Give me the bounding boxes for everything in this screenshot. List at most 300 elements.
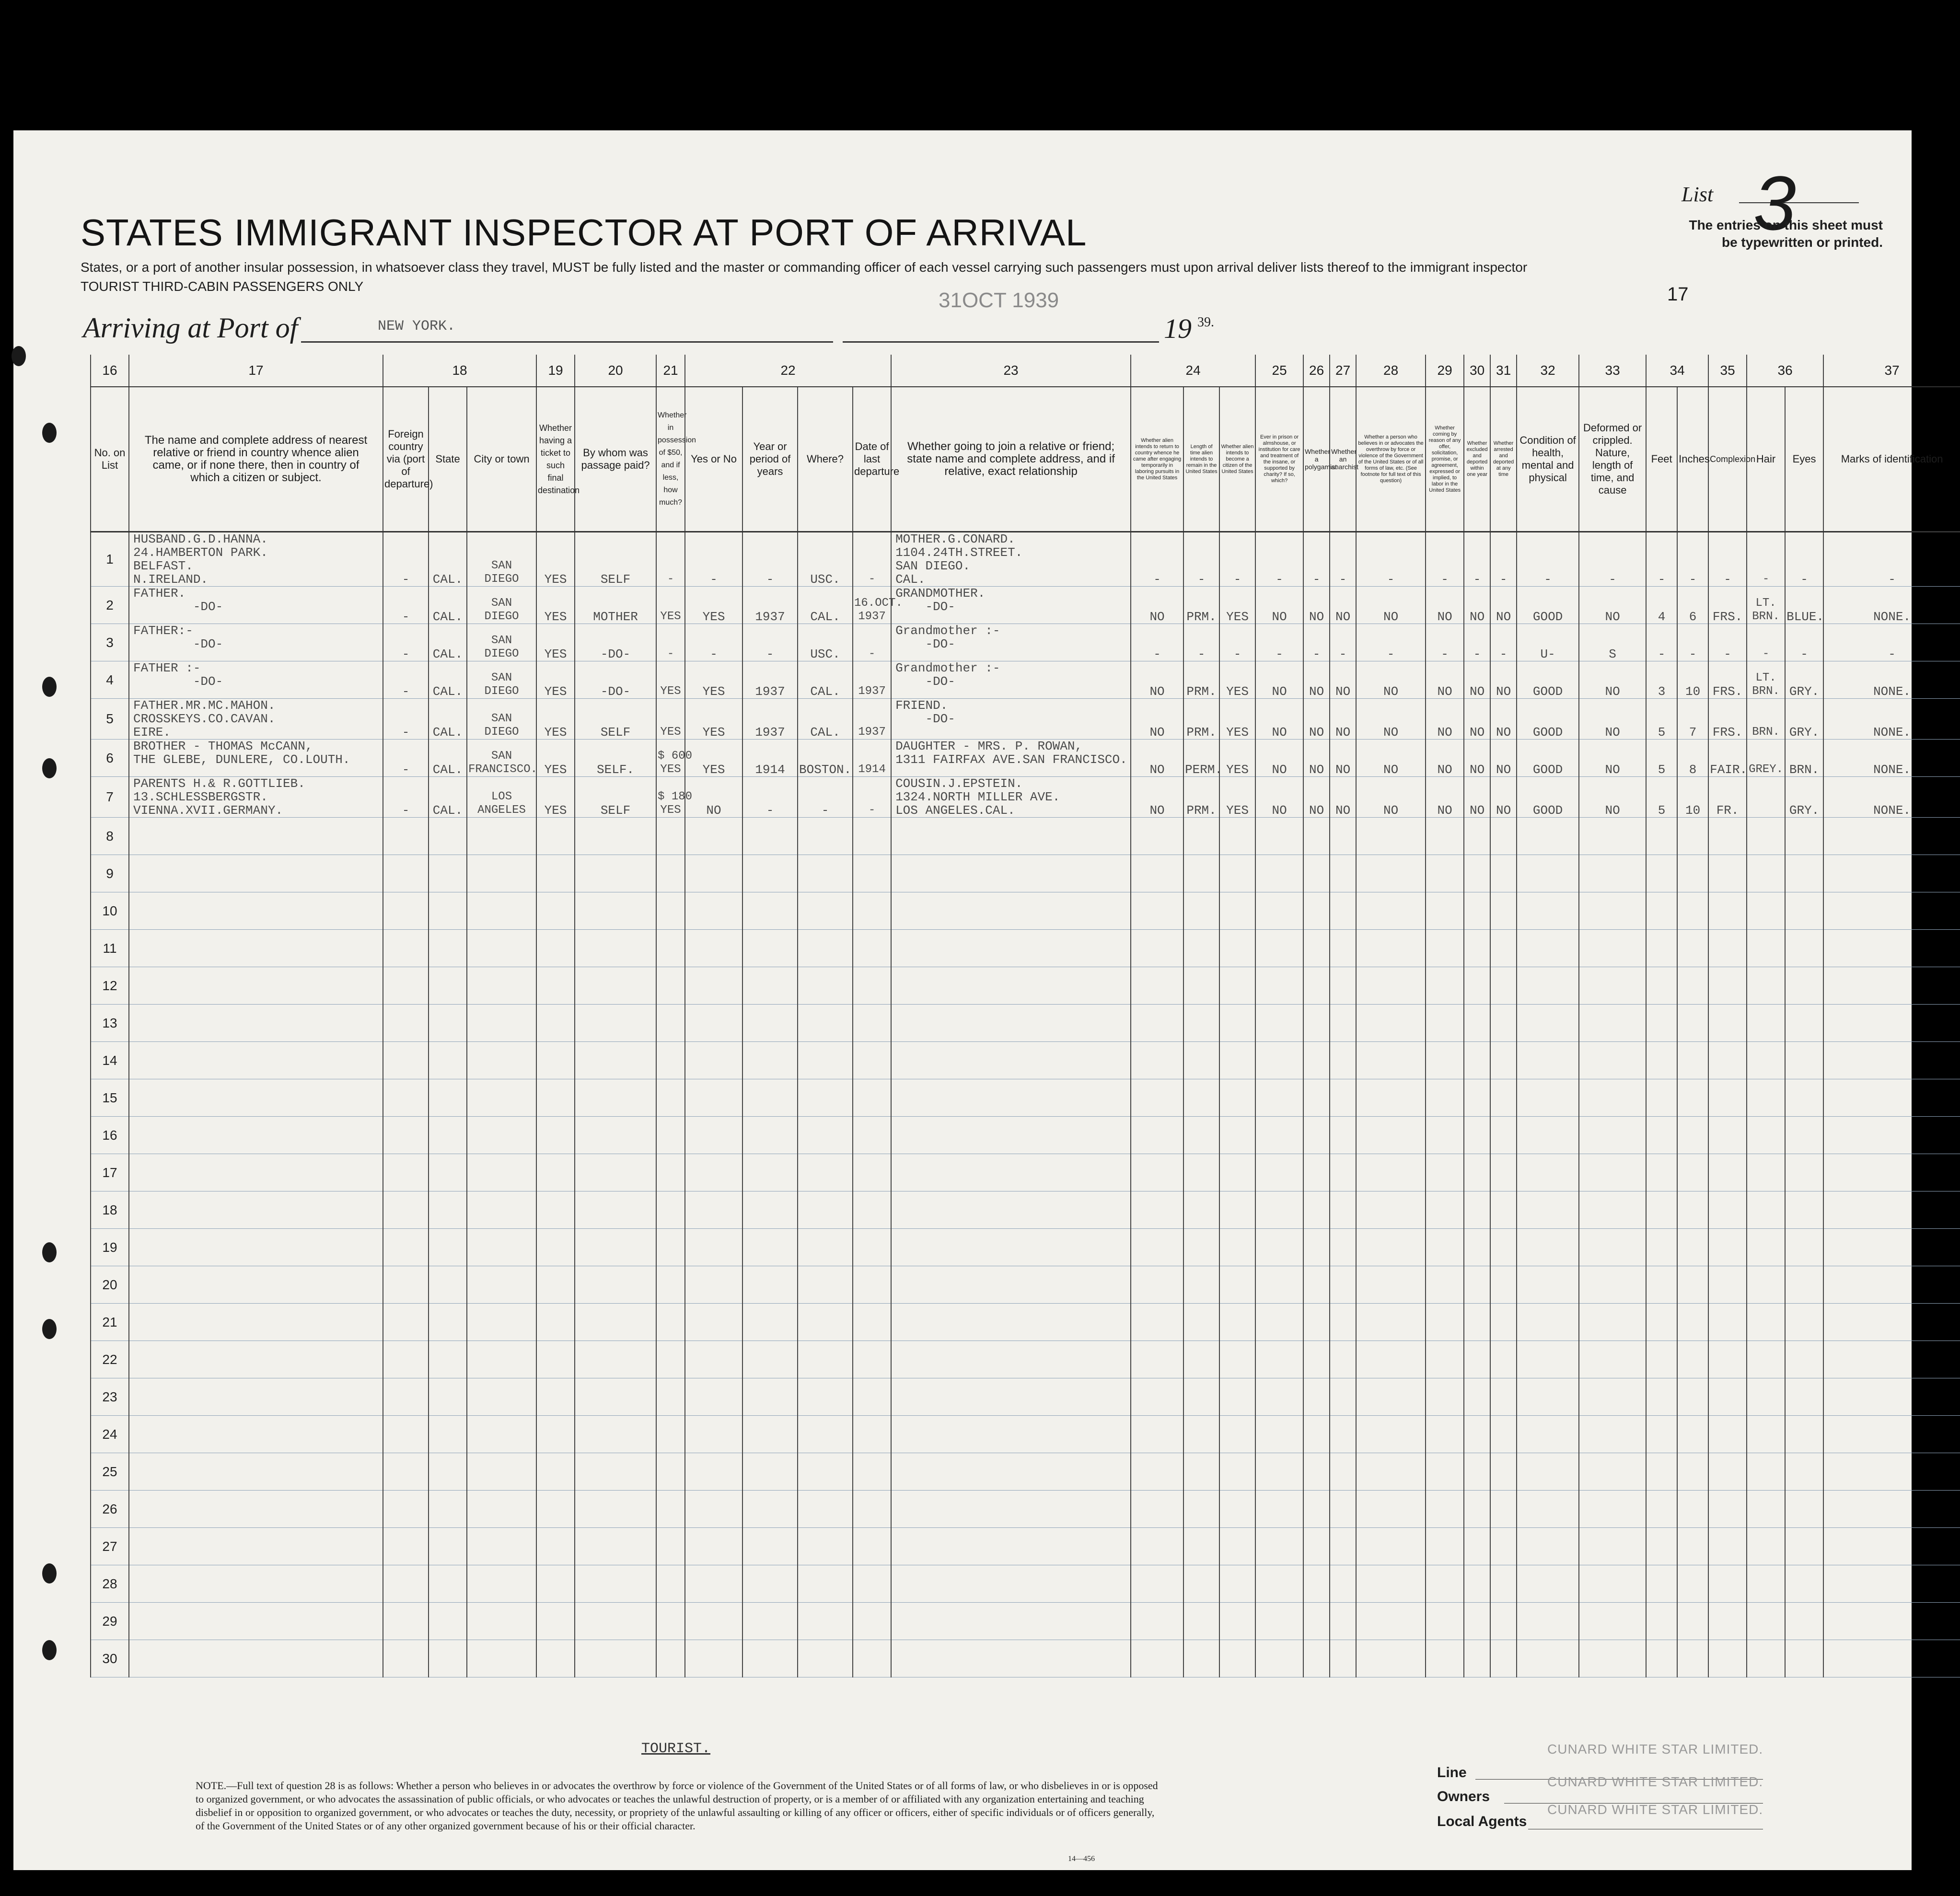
empty-cell bbox=[1330, 1042, 1356, 1079]
citizenship-intent: YES bbox=[1219, 661, 1255, 699]
prison: NO bbox=[1255, 661, 1303, 699]
empty-cell bbox=[1464, 1565, 1490, 1603]
stay-length: PRM. bbox=[1183, 777, 1219, 818]
empty-cell bbox=[1785, 1453, 1823, 1491]
empty-cell bbox=[383, 1042, 429, 1079]
deformed: NO bbox=[1579, 777, 1646, 818]
foreign-country: - bbox=[383, 624, 429, 661]
empty-cell bbox=[1677, 1191, 1708, 1229]
empty-cell bbox=[1823, 1117, 1960, 1154]
empty-cell bbox=[1426, 1453, 1464, 1491]
empty-cell bbox=[1183, 1005, 1219, 1042]
empty-cell bbox=[1677, 1229, 1708, 1266]
marks: NONE. bbox=[1823, 777, 1960, 818]
passage-paid: -DO- bbox=[575, 661, 656, 699]
empty-cell bbox=[1131, 930, 1183, 967]
empty-cell bbox=[536, 1117, 575, 1154]
empty-cell bbox=[798, 1042, 853, 1079]
empty-cell bbox=[536, 855, 575, 892]
empty-cell bbox=[798, 1005, 853, 1042]
empty-cell bbox=[129, 1640, 383, 1677]
return-intent: NO bbox=[1131, 699, 1183, 740]
year-suffix: 39. bbox=[1197, 315, 1214, 330]
empty-cell bbox=[1646, 855, 1677, 892]
empty-cell bbox=[575, 1304, 656, 1341]
empty-cell bbox=[1708, 1341, 1747, 1378]
empty-cell bbox=[1330, 1603, 1356, 1640]
empty-cell bbox=[1646, 967, 1677, 1005]
empty-cell bbox=[1677, 892, 1708, 930]
labor-offer: - bbox=[1426, 532, 1464, 587]
empty-cell bbox=[1747, 1042, 1785, 1079]
empty-cell bbox=[656, 1603, 685, 1640]
empty-cell bbox=[1747, 818, 1785, 855]
empty-cell bbox=[1183, 1453, 1219, 1491]
empty-cell bbox=[742, 892, 798, 930]
complexion: FAIR. bbox=[1708, 740, 1747, 777]
empty-cell bbox=[429, 1528, 467, 1565]
empty-cell bbox=[1219, 1229, 1255, 1266]
empty-cell bbox=[129, 1341, 383, 1378]
empty-cell bbox=[1646, 1378, 1677, 1416]
empty-cell bbox=[1131, 1491, 1183, 1528]
empty-cell bbox=[656, 855, 685, 892]
year: - bbox=[742, 532, 798, 587]
empty-cell bbox=[383, 1341, 429, 1378]
empty-cell bbox=[467, 1304, 536, 1341]
empty-cell bbox=[891, 1304, 1131, 1341]
empty-cell bbox=[1747, 1528, 1785, 1565]
empty-cell bbox=[742, 855, 798, 892]
empty-cell bbox=[1356, 1565, 1426, 1603]
empty-cell bbox=[1490, 818, 1517, 855]
empty-cell bbox=[1426, 1341, 1464, 1378]
empty-cell bbox=[1747, 1565, 1785, 1603]
line-number: 25 bbox=[91, 1453, 129, 1491]
empty-cell bbox=[1303, 818, 1330, 855]
empty-cell bbox=[1464, 1079, 1490, 1117]
return-intent: - bbox=[1131, 532, 1183, 587]
empty-cell bbox=[742, 1453, 798, 1491]
money: YES bbox=[656, 661, 685, 699]
empty-cell bbox=[429, 1266, 467, 1304]
empty-cell bbox=[742, 818, 798, 855]
empty-cell bbox=[1464, 1304, 1490, 1341]
empty-cell bbox=[467, 1229, 536, 1266]
empty-cell bbox=[1490, 1117, 1517, 1154]
health: GOOD bbox=[1517, 777, 1579, 818]
empty-cell bbox=[798, 1378, 853, 1416]
empty-cell bbox=[656, 1341, 685, 1378]
empty-cell bbox=[1303, 1191, 1330, 1229]
empty-cell bbox=[1464, 855, 1490, 892]
empty-cell bbox=[575, 1117, 656, 1154]
hair-color: LT. BRN. bbox=[1747, 661, 1785, 699]
prison: - bbox=[1255, 624, 1303, 661]
empty-cell bbox=[891, 1079, 1131, 1117]
empty-cell bbox=[429, 1229, 467, 1266]
empty-cell bbox=[1785, 1565, 1823, 1603]
empty-cell bbox=[742, 1378, 798, 1416]
empty-cell bbox=[575, 1416, 656, 1453]
line-number: 18 bbox=[91, 1191, 129, 1229]
empty-cell bbox=[798, 1154, 853, 1191]
empty-cell bbox=[1646, 1416, 1677, 1453]
empty-cell bbox=[1785, 1416, 1823, 1453]
empty-cell bbox=[575, 818, 656, 855]
q28: NO bbox=[1356, 699, 1426, 740]
line-number: 2 bbox=[91, 587, 129, 624]
empty-cell bbox=[575, 1603, 656, 1640]
dest-city: SAN DIEGO bbox=[467, 532, 536, 587]
empty-cell bbox=[1131, 892, 1183, 930]
empty-cell bbox=[1255, 1304, 1303, 1341]
empty-cell bbox=[1219, 818, 1255, 855]
empty-cell bbox=[1747, 1603, 1785, 1640]
empty-cell bbox=[891, 1154, 1131, 1191]
return-intent: - bbox=[1131, 624, 1183, 661]
empty-cell bbox=[1255, 1640, 1303, 1677]
empty-cell bbox=[1183, 1491, 1219, 1528]
eye-color: - bbox=[1785, 532, 1823, 587]
empty-cell bbox=[1330, 1005, 1356, 1042]
excluded: - bbox=[1464, 624, 1490, 661]
empty-cell bbox=[656, 892, 685, 930]
marks: - bbox=[1823, 532, 1960, 587]
empty-cell bbox=[742, 1565, 798, 1603]
complexion: - bbox=[1708, 624, 1747, 661]
empty-cell bbox=[1517, 967, 1579, 1005]
empty-cell bbox=[575, 1528, 656, 1565]
empty-cell bbox=[383, 1491, 429, 1528]
table-row bbox=[91, 1042, 1960, 1079]
empty-cell bbox=[1464, 967, 1490, 1005]
table-row bbox=[91, 1453, 1960, 1491]
eye-color: - bbox=[1785, 624, 1823, 661]
empty-cell bbox=[1677, 967, 1708, 1005]
year-prefix: 19 bbox=[1164, 313, 1192, 344]
year: - bbox=[742, 777, 798, 818]
empty-cell bbox=[1823, 1079, 1960, 1117]
empty-cell bbox=[1426, 1640, 1464, 1677]
empty-cell bbox=[1219, 1266, 1255, 1304]
empty-cell bbox=[798, 1640, 853, 1677]
empty-cell bbox=[1183, 1079, 1219, 1117]
polygamist: NO bbox=[1303, 777, 1330, 818]
empty-cell bbox=[685, 1079, 742, 1117]
empty-cell bbox=[467, 1005, 536, 1042]
last-departure: 1937 bbox=[853, 699, 891, 740]
binder-hole bbox=[42, 677, 57, 697]
empty-cell bbox=[1677, 1565, 1708, 1603]
empty-cell bbox=[129, 967, 383, 1005]
empty-cell bbox=[1708, 1304, 1747, 1341]
line-number: 29 bbox=[91, 1603, 129, 1640]
empty-cell bbox=[1219, 855, 1255, 892]
year: - bbox=[742, 624, 798, 661]
empty-cell bbox=[1464, 1491, 1490, 1528]
line-number: 16 bbox=[91, 1117, 129, 1154]
empty-cell bbox=[1183, 892, 1219, 930]
empty-cell bbox=[383, 1079, 429, 1117]
empty-cell bbox=[853, 1640, 891, 1677]
empty-cell bbox=[1330, 1378, 1356, 1416]
empty-cell bbox=[1255, 1453, 1303, 1491]
empty-cell bbox=[467, 967, 536, 1005]
empty-cell bbox=[1646, 930, 1677, 967]
deported: NO bbox=[1490, 661, 1517, 699]
date-blank bbox=[843, 341, 1159, 343]
citizenship-intent: YES bbox=[1219, 777, 1255, 818]
empty-cell bbox=[1823, 892, 1960, 930]
where: CAL. bbox=[798, 661, 853, 699]
complexion: FR. bbox=[1708, 777, 1747, 818]
empty-cell bbox=[891, 930, 1131, 967]
return-intent: NO bbox=[1131, 740, 1183, 777]
port-blank bbox=[301, 341, 833, 343]
labor-offer: NO bbox=[1426, 699, 1464, 740]
where: USC. bbox=[798, 624, 853, 661]
empty-cell bbox=[129, 1603, 383, 1640]
table-row bbox=[91, 1341, 1960, 1378]
empty-cell bbox=[1330, 967, 1356, 1005]
empty-cell bbox=[575, 855, 656, 892]
hair-color: - bbox=[1747, 624, 1785, 661]
empty-cell bbox=[891, 892, 1131, 930]
empty-cell bbox=[575, 1191, 656, 1229]
empty-cell bbox=[1490, 1079, 1517, 1117]
empty-cell bbox=[1677, 1117, 1708, 1154]
empty-cell bbox=[575, 1491, 656, 1528]
empty-cell bbox=[1255, 1229, 1303, 1266]
empty-cell bbox=[1131, 1640, 1183, 1677]
empty-cell bbox=[575, 1229, 656, 1266]
empty-cell bbox=[1330, 1154, 1356, 1191]
empty-cell bbox=[742, 1491, 798, 1528]
empty-cell bbox=[1517, 930, 1579, 967]
health: GOOD bbox=[1517, 587, 1579, 624]
marks: NONE. bbox=[1823, 699, 1960, 740]
labor-offer: NO bbox=[1426, 777, 1464, 818]
empty-cell bbox=[536, 892, 575, 930]
height-inches: 10 bbox=[1677, 661, 1708, 699]
foreign-country: - bbox=[383, 740, 429, 777]
empty-cell bbox=[1646, 1341, 1677, 1378]
empty-cell bbox=[1464, 1117, 1490, 1154]
last-departure: - bbox=[853, 532, 891, 587]
empty-cell bbox=[1747, 1304, 1785, 1341]
empty-cell bbox=[853, 930, 891, 967]
height-inches: 10 bbox=[1677, 777, 1708, 818]
empty-cell bbox=[1646, 1229, 1677, 1266]
empty-cell bbox=[1747, 1491, 1785, 1528]
empty-cell bbox=[1490, 1565, 1517, 1603]
empty-cell bbox=[1464, 1528, 1490, 1565]
empty-cell bbox=[891, 1191, 1131, 1229]
empty-cell bbox=[129, 1565, 383, 1603]
empty-cell bbox=[1183, 930, 1219, 967]
stay-length: PRM. bbox=[1183, 699, 1219, 740]
empty-cell bbox=[1255, 1154, 1303, 1191]
empty-cell bbox=[467, 1154, 536, 1191]
empty-cell bbox=[1356, 967, 1426, 1005]
eye-color: GRY. bbox=[1785, 699, 1823, 740]
empty-cell bbox=[685, 1603, 742, 1640]
empty-cell bbox=[1579, 1640, 1646, 1677]
empty-cell bbox=[129, 1266, 383, 1304]
empty-cell bbox=[656, 1565, 685, 1603]
empty-cell bbox=[685, 892, 742, 930]
joining: MOTHER.G.CONARD. 1104.24TH.STREET. SAN DIEGO. CAL. bbox=[891, 532, 1131, 587]
empty-cell bbox=[467, 1191, 536, 1229]
line-number: 20 bbox=[91, 1266, 129, 1304]
empty-cell bbox=[1330, 1640, 1356, 1677]
empty-cell bbox=[1646, 892, 1677, 930]
empty-cell bbox=[129, 1079, 383, 1117]
empty-cell bbox=[383, 1304, 429, 1341]
empty-cell bbox=[1131, 855, 1183, 892]
empty-cell bbox=[742, 1416, 798, 1453]
year: 1914 bbox=[742, 740, 798, 777]
dest-city: SAN DIEGO bbox=[467, 587, 536, 624]
empty-cell bbox=[536, 1603, 575, 1640]
table-row bbox=[91, 699, 1960, 740]
dest-city: SAN DIEGO bbox=[467, 661, 536, 699]
last-departure: 1914 bbox=[853, 740, 891, 777]
empty-cell bbox=[383, 1005, 429, 1042]
empty-cell bbox=[1131, 967, 1183, 1005]
eye-color: BLUE. bbox=[1785, 587, 1823, 624]
empty-cell bbox=[1426, 1005, 1464, 1042]
line-number: 30 bbox=[91, 1640, 129, 1677]
empty-cell bbox=[1823, 1416, 1960, 1453]
empty-cell bbox=[1677, 1603, 1708, 1640]
relative-address: FATHER.MR.MC.MAHON. CROSSKEYS.CO.CAVAN. EIRE. bbox=[129, 699, 383, 740]
empty-cell bbox=[1517, 1640, 1579, 1677]
empty-cell bbox=[1131, 1341, 1183, 1378]
empty-cell bbox=[1255, 1266, 1303, 1304]
empty-cell bbox=[853, 1117, 891, 1154]
empty-cell bbox=[1579, 1042, 1646, 1079]
empty-cell bbox=[1579, 1453, 1646, 1491]
table-row bbox=[91, 1266, 1960, 1304]
line-number: 26 bbox=[91, 1491, 129, 1528]
empty-cell bbox=[685, 1042, 742, 1079]
empty-cell bbox=[575, 1453, 656, 1491]
empty-cell bbox=[1219, 1603, 1255, 1640]
empty-cell bbox=[1183, 818, 1219, 855]
empty-cell bbox=[467, 892, 536, 930]
empty-cell bbox=[1330, 855, 1356, 892]
entries-note: The entries on this sheet must be typewritten or printed. bbox=[1689, 218, 1883, 250]
empty-cell bbox=[1823, 1341, 1960, 1378]
empty-cell bbox=[429, 1640, 467, 1677]
empty-cell bbox=[1426, 855, 1464, 892]
empty-cell bbox=[1330, 892, 1356, 930]
empty-cell bbox=[1517, 1416, 1579, 1453]
empty-cell bbox=[656, 818, 685, 855]
empty-cell bbox=[575, 930, 656, 967]
empty-cell bbox=[1823, 1453, 1960, 1491]
empty-cell bbox=[1131, 1528, 1183, 1565]
empty-cell bbox=[1823, 1304, 1960, 1341]
list-number: 3 bbox=[1753, 160, 1796, 246]
line-number: 3 bbox=[91, 624, 129, 661]
empty-cell bbox=[1464, 930, 1490, 967]
empty-cell bbox=[1708, 1416, 1747, 1453]
empty-cell bbox=[656, 1640, 685, 1677]
empty-cell bbox=[1219, 1304, 1255, 1341]
empty-cell bbox=[798, 1266, 853, 1304]
empty-cell bbox=[1356, 1304, 1426, 1341]
empty-cell bbox=[1426, 967, 1464, 1005]
empty-cell bbox=[1464, 1042, 1490, 1079]
empty-cell bbox=[1464, 1453, 1490, 1491]
empty-cell bbox=[891, 1341, 1131, 1378]
polygamist: NO bbox=[1303, 661, 1330, 699]
ever-in-us: - bbox=[685, 624, 742, 661]
excluded: NO bbox=[1464, 740, 1490, 777]
money: YES bbox=[656, 587, 685, 624]
empty-cell bbox=[129, 855, 383, 892]
empty-cell bbox=[1747, 892, 1785, 930]
empty-cell bbox=[1426, 1042, 1464, 1079]
empty-cell bbox=[1356, 855, 1426, 892]
anarchist: NO bbox=[1330, 587, 1356, 624]
dest-state: CAL. bbox=[429, 532, 467, 587]
empty-cell bbox=[1255, 1528, 1303, 1565]
empty-cell bbox=[891, 1229, 1131, 1266]
ever-in-us: NO bbox=[685, 777, 742, 818]
table-row bbox=[91, 1154, 1960, 1191]
empty-cell bbox=[742, 1191, 798, 1229]
marks: NONE. bbox=[1823, 587, 1960, 624]
empty-cell bbox=[1579, 930, 1646, 967]
relative-address: FATHER. -DO- bbox=[129, 587, 383, 624]
empty-cell bbox=[1330, 1304, 1356, 1341]
empty-cell bbox=[1219, 1453, 1255, 1491]
empty-cell bbox=[1303, 1229, 1330, 1266]
empty-cell bbox=[1303, 1117, 1330, 1154]
owners-value: CUNARD WHITE STAR LIMITED. bbox=[1547, 1774, 1763, 1789]
empty-cell bbox=[853, 1005, 891, 1042]
last-departure: - bbox=[853, 624, 891, 661]
empty-cell bbox=[1426, 818, 1464, 855]
passage-paid: SELF. bbox=[575, 740, 656, 777]
empty-cell bbox=[1579, 1304, 1646, 1341]
empty-cell bbox=[1785, 818, 1823, 855]
empty-cell bbox=[1490, 1229, 1517, 1266]
empty-cell bbox=[1330, 1117, 1356, 1154]
column-number-row: 16 17 18 19 20 21 22 23 24 25 26 27 28 29 30 31 32 33 34 35 36 37 bbox=[91, 355, 1960, 387]
empty-cell bbox=[1708, 1378, 1747, 1416]
empty-cell bbox=[429, 1042, 467, 1079]
empty-cell bbox=[1464, 1416, 1490, 1453]
empty-cell bbox=[1255, 1191, 1303, 1229]
deformed: - bbox=[1579, 532, 1646, 587]
empty-cell bbox=[129, 1304, 383, 1341]
empty-cell bbox=[685, 1378, 742, 1416]
empty-cell bbox=[429, 1005, 467, 1042]
empty-cell bbox=[798, 1453, 853, 1491]
empty-cell bbox=[1255, 930, 1303, 967]
line-number: 28 bbox=[91, 1565, 129, 1603]
empty-cell bbox=[536, 1079, 575, 1117]
empty-cell bbox=[742, 1229, 798, 1266]
joining: DAUGHTER - MRS. P. ROWAN, 1311 FAIRFAX AVE.SAN FRANCISCO. bbox=[891, 740, 1131, 777]
relative-address: BROTHER - THOMAS McCANN, THE GLEBE, DUNLERE, CO.LOUTH. bbox=[129, 740, 383, 777]
empty-cell bbox=[1255, 1378, 1303, 1416]
